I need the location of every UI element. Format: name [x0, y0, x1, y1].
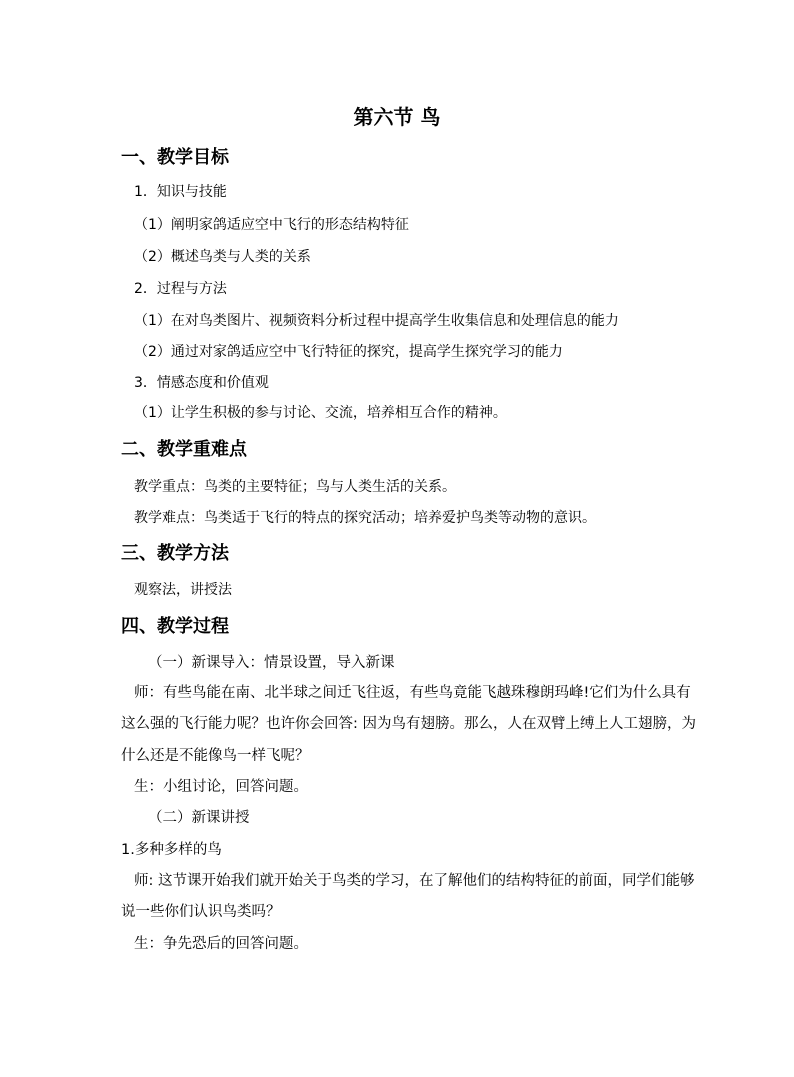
section-heading-process: 四、教学过程	[121, 616, 229, 637]
paragraph-line: 教学难点：鸟类适于飞行的特点的探究活动；培养爱护鸟类等动物的意识。	[134, 510, 596, 526]
paragraph-line: 师：有些鸟能在南、北半球之间迁飞往返，有些鸟竟能飞越珠穆朗玛峰!它们为什么具有	[134, 685, 691, 701]
section-heading-key-points: 二、教学重难点	[121, 439, 247, 460]
paragraph-line: 生：小组讨论，回答问题。	[134, 779, 308, 795]
page-title: 第六节 鸟	[353, 105, 441, 129]
paragraph-line: 观察法，讲授法	[134, 582, 232, 598]
paragraph-line: 1.多种多样的鸟	[121, 842, 222, 858]
paragraph-line: 说一些你们认识鸟类吗？	[121, 904, 281, 920]
paragraph-line: 师: 这节课开始我们就开始关于鸟类的学习，在了解他们的结构特征的前面，同学们能够	[134, 873, 695, 889]
paragraph-line: 教学重点：鸟类的主要特征；鸟与人类生活的关系。	[134, 479, 456, 495]
paragraph-line: （2）概述鸟类与人类的关系	[134, 249, 311, 265]
paragraph-line: （1）在对鸟类图片、视频资料分析过程中提高学生收集信息和处理信息的能力	[134, 313, 619, 329]
section-heading-methods: 三、教学方法	[121, 543, 229, 564]
subsection-heading: （二）新课讲授	[148, 810, 250, 826]
paragraph-line: （1）阐明家鸽适应空中飞行的形态结构特征	[134, 217, 409, 233]
paragraph-line: 这么强的飞行能力呢？也许你会回答: 因为鸟有翅膀。那么，人在双臂上缚上人工翅膀，为	[121, 716, 696, 732]
paragraph-line: 什么还是不能像鸟一样飞呢？	[121, 748, 310, 764]
paragraph-line: 2．过程与方法	[134, 281, 227, 297]
paragraph-line: 生：争先恐后的回答问题。	[134, 936, 308, 952]
paragraph-line: 3．情感态度和价值观	[134, 375, 269, 391]
paragraph-line: （1）让学生积极的参与讨论、交流，培养相互合作的精神。	[134, 405, 507, 421]
paragraph-line: 1．知识与技能	[134, 184, 227, 200]
paragraph-line: （2）通过对家鸽适应空中飞行特征的探究，提高学生探究学习的能力	[134, 344, 563, 360]
subsection-heading: （一）新课导入：情景设置，导入新课	[148, 655, 395, 671]
section-heading-objectives: 一、教学目标	[121, 147, 229, 168]
